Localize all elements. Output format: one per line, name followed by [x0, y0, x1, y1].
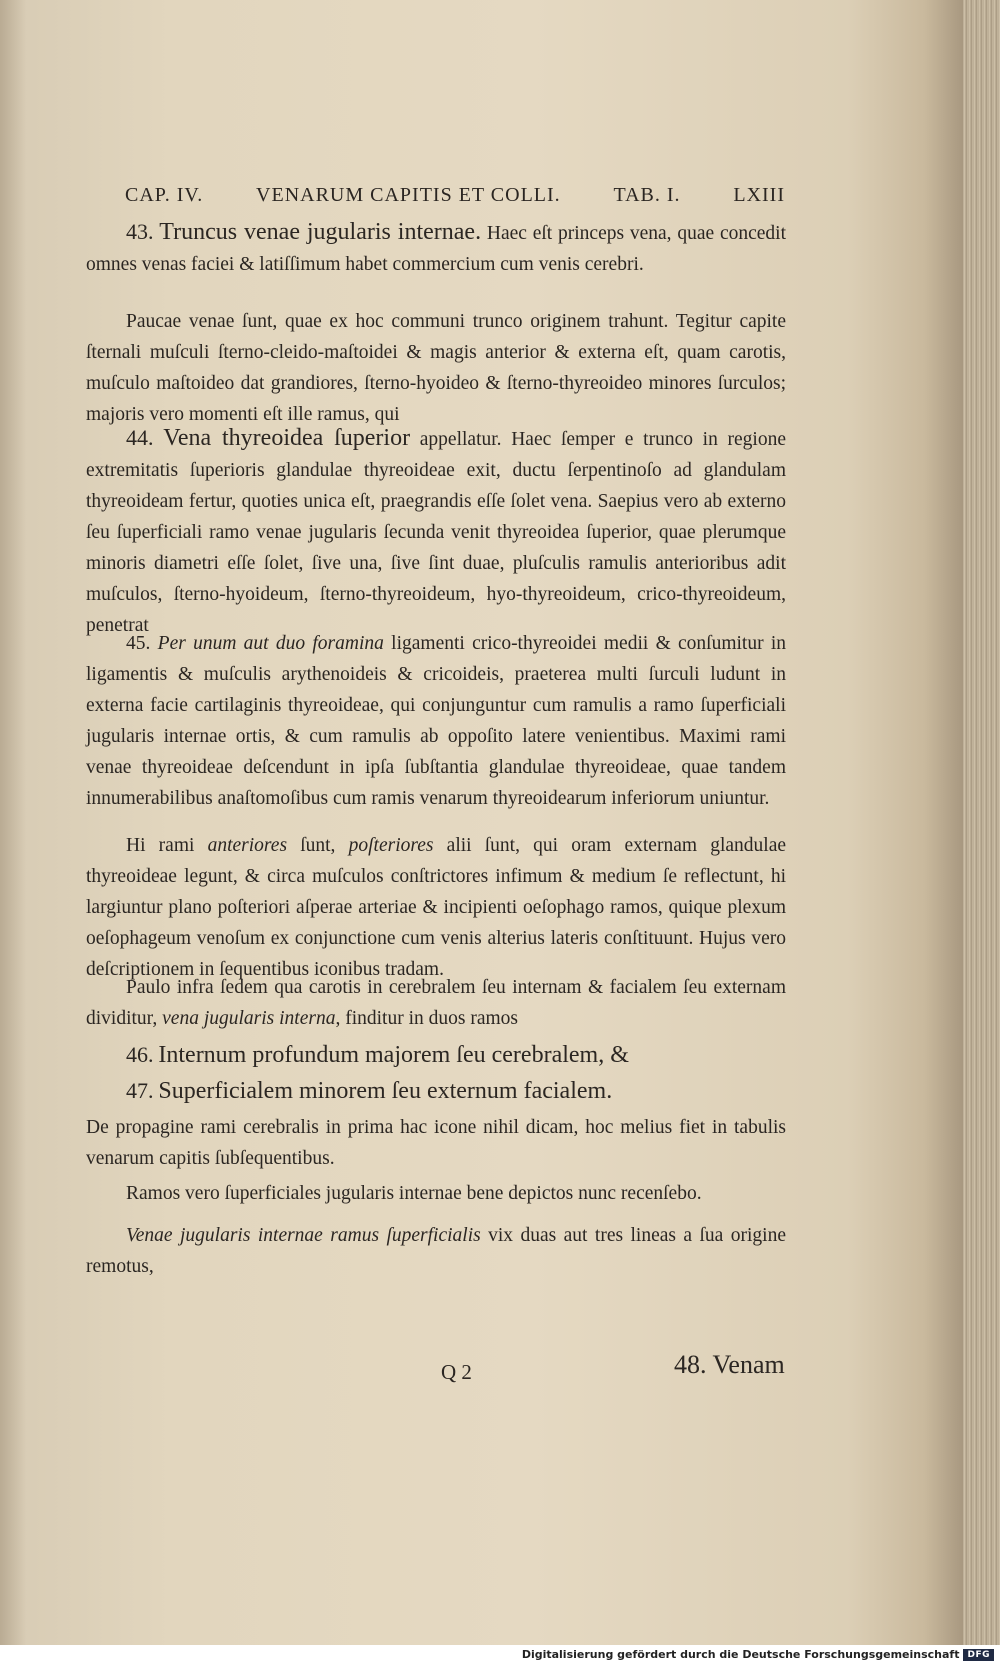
para-ramos: [86, 1178, 786, 1209]
paragraph-text: , finditur in duos ramos: [335, 1008, 518, 1029]
para-paulo: [86, 972, 786, 1034]
para-44: [86, 422, 786, 641]
section-heading: Internum profundum majorem ſeu cerebralem, &: [158, 1042, 629, 1068]
paragraph-text: Paucae venae ſunt, quae ex hoc communi trunco originem trahunt. Tegitur capite ſternali muſculi ſterno-cleido-maſtoidei & magis anterior & externa eſt, quam carotis, muſculo maſtoideo dat grandiores, ſterno-hyoideo & ſterno-thyreoideo minores ſurculos; majoris vero momenti eſt ille ramus, qui: [86, 311, 786, 425]
running-header: [125, 184, 785, 207]
para-47: [86, 1073, 786, 1111]
para-46: [86, 1037, 786, 1075]
gutter-shadow: [0, 0, 26, 1645]
italic-text: vena jugularis interna: [162, 1008, 336, 1029]
italic-text: Per unum aut duo foramina: [157, 633, 384, 654]
para-43: [86, 216, 786, 280]
italic-text: Venae jugularis internae ramus ſuperficialis: [126, 1225, 481, 1246]
paragraph-text: De propagine rami cerebralis in prima hac icone nihil dicam, hoc melius fiet in tabulis venarum capitis ſubſequentibus.: [86, 1117, 786, 1169]
dfg-credit[interactable]: [522, 1648, 994, 1661]
paragraph-text: vix duas aut tres lineas a ſua origine remotus,: [86, 1225, 786, 1277]
section-number: 43.: [126, 219, 154, 244]
dfg-logo-icon: DFG: [963, 1649, 994, 1661]
paragraph-text: appellatur. Haec ſemper e trunco in regione extremitatis ſuperioris glandulae thyreoideae exit, ductu ſerpentinoſo ad glandulam thyreoideam fertur, quoties unica eſt, praegrandis eſſe ſolet vena. Saepius vero ab externo ſeu ſuperficiali ramo venae jugularis ſecunda venit thyreoidea ſuperior, quae plerumque minoris diametri eſſe ſolet, ſive una, ſive ſint duae, pluſculis ramulis anterioribus adit muſculos, ſterno-hyoideum, ſterno-thyreoideum, hyo-thyreoideum, crico-thyreoideum, penetrat: [86, 429, 787, 636]
header-tab: TAB. I.: [613, 184, 681, 206]
credit-text: Digitalisierung gefördert durch die Deutsche Forschungsgemeinschaft: [521, 1648, 960, 1661]
paragraph-text: Ramos vero ſuperficiales jugularis internae bene depictos nunc recenſebo.: [126, 1183, 702, 1204]
paragraph-text: Paulo infra ſedem qua carotis in cerebralem ſeu internam & facialem ſeu externam dividitur,: [86, 977, 786, 1029]
paragraph-text: alii ſunt, qui oram externam glandulae thyreoideae legunt, & circa muſculos conſtrictores infimum & medium ſe reflectunt, hi largiuntur plano poſteriori aſperae arteriae & incipienti oeſophago ramos, quique plexum oeſophageum venoſum ex conjunctione cum venis alterius lateris conſtituunt. Hujus vero deſcriptionem in ſequentibus iconibus tradam.: [86, 835, 787, 980]
para-paucae: [86, 306, 786, 430]
section-heading: Superficialem minorem ſeu externum facialem.: [158, 1078, 613, 1104]
header-chapter: CAP. IV.: [125, 184, 204, 206]
section-heading: Truncus venae jugularis internae.: [159, 219, 482, 245]
para-de-propagine: [86, 1112, 786, 1174]
section-number: 45.: [126, 633, 151, 654]
paragraph-text: Haec eſt princeps vena, quae concedit omnes venas faciei & latiſſimum habet commercium cum venis cerebri.: [86, 223, 786, 275]
page-edge: [963, 0, 1000, 1645]
italic-text: poſteriores: [348, 835, 434, 856]
signature-mark: Q 2: [441, 1360, 472, 1384]
section-number: 46.: [126, 1042, 154, 1067]
credit-bar: [0, 1645, 1000, 1667]
section-heading: Vena thyreoidea ſuperior: [163, 425, 411, 451]
italic-text: anteriores: [207, 835, 288, 856]
paragraph-text: ligamenti crico-thyreoidei medii & conſumitur in ligamentis & muſculis arythenoideis & cricoideis, praeterea multi ſurculi ludunt in externa facie cartilaginis thyreoideae, qui conjunguntur cum ramulis a ramo ſuperficiali jugularis internae ortis, & cum ramulis ab oppoſito latere venientibus. Maximi rami venae thyreoideae deſcendunt in ipſa ſubſtantia glandulae thyreoideae, quae tandem innumerabilibus anaſtomoſibus cum ramis venarum thyreoidearum inferiorum uniuntur.: [86, 633, 787, 809]
catchword: 48. Venam: [674, 1350, 785, 1379]
para-venae: [86, 1220, 786, 1282]
paragraph-text: Hi rami: [126, 835, 208, 856]
para-hi-rami: [86, 830, 786, 985]
paragraph-text: ſunt,: [287, 835, 349, 856]
para-45: [86, 628, 786, 814]
header-page-number: LXIII: [733, 184, 785, 206]
section-number: 44.: [126, 425, 154, 450]
header-title: VENARUM CAPITIS ET COLLI.: [256, 184, 561, 206]
section-number: 47.: [126, 1078, 154, 1103]
